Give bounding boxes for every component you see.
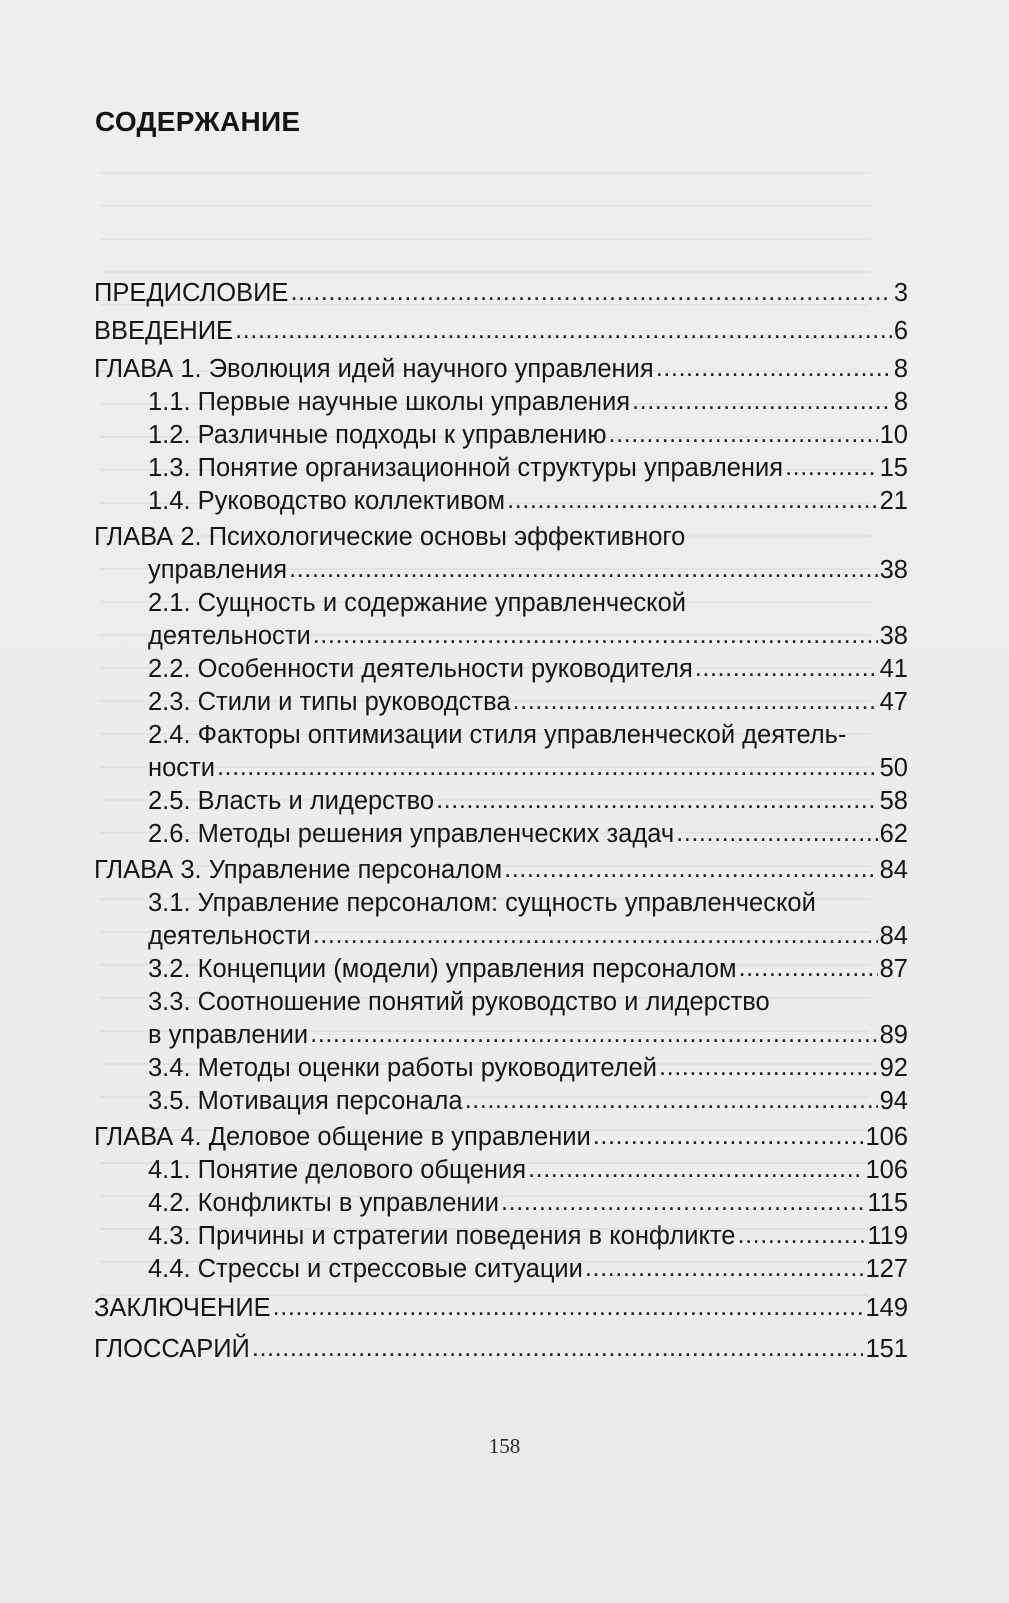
toc-entry-line (94, 521, 908, 554)
dot-leader (504, 853, 878, 886)
toc-entry-line (148, 719, 908, 752)
toc-entry-line (94, 277, 908, 310)
toc-section-entry (94, 686, 908, 719)
toc-page-number: 87 (879, 955, 908, 983)
dot-leader (313, 619, 878, 652)
toc-section-entry (94, 785, 908, 818)
toc-entry-title: 3.5. Мотивация персонала (148, 1087, 463, 1115)
toc-page-number: 151 (865, 1335, 908, 1363)
toc-section-entry (94, 818, 908, 851)
toc-chapter-entry (94, 315, 908, 348)
dot-leader (289, 553, 878, 586)
toc-page-number: 106 (865, 1156, 908, 1184)
dot-leader (310, 1018, 877, 1051)
toc-page-number: 6 (893, 317, 908, 345)
dot-leader (290, 276, 891, 309)
page-number: 158 (488, 1434, 521, 1458)
toc-entry-title: ЗАКЛЮЧЕНИЕ (94, 1294, 271, 1322)
toc-page-number: 94 (879, 1087, 908, 1115)
toc-chapter-entry (94, 1292, 908, 1325)
toc-entry-line (148, 1154, 908, 1187)
toc-entry-title: 4.1. Понятие делового общения (148, 1156, 527, 1184)
toc-entry-line (94, 554, 908, 587)
toc-entry-title: 3.3. Соотношение понятий руководство и лидерство (148, 988, 770, 1016)
toc-page-number: 41 (879, 655, 908, 683)
dot-leader (513, 685, 878, 718)
toc-entry-title: 3.4. Методы оценки работы руководителей (148, 1054, 658, 1082)
toc-section-entry (94, 1154, 908, 1187)
toc-section-entry (94, 1052, 908, 1085)
dot-leader (501, 1186, 865, 1219)
toc-entry-line (148, 920, 908, 953)
toc-page-number: 10 (879, 421, 908, 449)
toc-section-entry (94, 452, 908, 485)
toc-section-entry (94, 953, 908, 986)
toc-entry-title: 2.3. Стили и типы руководства (148, 688, 511, 716)
toc-entry-title: 4.3. Причины и стратегии поведения в конфликте (148, 1222, 736, 1250)
toc-entry-title: 2.1. Сущность и содержание управленческой (148, 589, 687, 617)
toc-page-number: 89 (879, 1021, 908, 1049)
toc-page-number: 38 (879, 556, 908, 584)
toc-page-number: 84 (879, 856, 908, 884)
toc-section-entry (94, 887, 908, 953)
toc-entry-title: ВВЕДЕНИЕ (94, 317, 234, 345)
toc-entry-title: 1.3. Понятие организационной структуры управления (148, 454, 784, 482)
toc-section-entry (94, 1085, 908, 1118)
toc-entry-line (94, 1292, 908, 1325)
toc-entry-title: 3.1. Управление персоналом: сущность управленческой (148, 889, 816, 917)
toc-page-number: 62 (879, 820, 908, 848)
toc-entry-title: деятельности (148, 922, 311, 950)
dot-leader (217, 751, 878, 784)
toc-chapter-entry (94, 353, 908, 386)
toc-entry-line (148, 1253, 908, 1286)
toc-section-entry (94, 1253, 908, 1286)
dot-leader (507, 484, 878, 517)
dot-leader (593, 1120, 864, 1153)
toc-entry-title: управления (148, 556, 288, 584)
toc-entry-title: 4.4. Стрессы и стрессовые ситуации (148, 1255, 583, 1283)
toc-page-number: 8 (893, 355, 908, 383)
toc-page-number: 106 (865, 1123, 908, 1151)
dot-leader (738, 952, 877, 985)
toc-chapter-entry (94, 1333, 908, 1366)
toc-page-number: 115 (867, 1189, 908, 1217)
toc-entry-line (148, 452, 908, 485)
toc-entry-title: 2.2. Особенности деятельности руководителя (148, 655, 693, 683)
toc-entry-line (94, 315, 908, 348)
dot-leader (656, 352, 892, 385)
toc-entry-line (148, 1019, 908, 1052)
dot-leader (676, 817, 877, 850)
toc-page-number: 127 (865, 1255, 908, 1283)
toc-page-number: 92 (879, 1054, 908, 1082)
toc-section-entry (94, 986, 908, 1052)
toc-section-entry (94, 386, 908, 419)
toc-page-number: 38 (879, 622, 908, 650)
toc-entry-line (148, 785, 908, 818)
toc-entry-title: ПРЕДИСЛОВИЕ (94, 279, 289, 307)
toc-page-number: 15 (879, 454, 908, 482)
dot-leader (659, 1051, 878, 1084)
toc-entry-line (148, 953, 908, 986)
toc-section-entry (94, 419, 908, 452)
toc-page-number: 149 (865, 1294, 908, 1322)
toc-entry-title: 4.2. Конфликты в управлении (148, 1189, 499, 1217)
dot-leader (585, 1252, 864, 1285)
toc-page-number: 50 (879, 754, 908, 782)
toc-page-number: 58 (879, 787, 908, 815)
toc-entry-title: ГЛАВА 3. Управление персоналом (94, 856, 503, 884)
toc-section-entry (94, 587, 908, 653)
toc-entry-title: 3.2. Концепции (модели) управления персоналом (148, 955, 737, 983)
toc-entry-line (148, 1187, 908, 1220)
toc-entry-line (148, 653, 908, 686)
toc-chapter-entry (94, 854, 908, 887)
dot-leader (695, 652, 878, 685)
toc-entry-line (148, 587, 908, 620)
page-title: СОДЕРЖАНИЕ (95, 106, 301, 137)
dot-leader (465, 1084, 878, 1117)
toc-entry-line (148, 1052, 908, 1085)
toc-entry-title: 1.1. Первые научные школы управления (148, 388, 631, 416)
toc-entry-title: в управлении (148, 1021, 309, 1049)
dot-leader (273, 1291, 864, 1324)
toc-entry-line (148, 818, 908, 851)
toc-page-number: 3 (893, 279, 908, 307)
toc-page-number: 47 (879, 688, 908, 716)
toc-entry-title: 2.4. Факторы оптимизации стиля управленческой деятель- (148, 721, 847, 749)
toc-section-entry (94, 1187, 908, 1220)
toc-entry-line (148, 986, 908, 1019)
toc-entry-title: ГЛОССАРИЙ (94, 1335, 250, 1363)
toc-page-number: 21 (879, 487, 908, 515)
dot-leader (313, 919, 878, 952)
toc-page-number: 119 (867, 1222, 908, 1250)
toc-entry-line (148, 419, 908, 452)
table-of-contents (94, 277, 908, 1366)
dot-leader (632, 385, 892, 418)
toc-entry-title: 1.4. Руководство коллективом (148, 487, 506, 515)
toc-entry-title: ности (148, 754, 215, 782)
toc-chapter-entry (94, 521, 908, 587)
toc-entry-line (148, 887, 908, 920)
toc-chapter-entry (94, 277, 908, 310)
toc-entry-line (148, 1220, 908, 1253)
toc-entry-line (94, 1333, 908, 1366)
toc-page-number: 8 (893, 388, 908, 416)
toc-section-entry (94, 485, 908, 518)
dot-leader (785, 451, 878, 484)
toc-section-entry (94, 1220, 908, 1253)
toc-entry-line (148, 620, 908, 653)
dot-leader (436, 784, 878, 817)
dot-leader (609, 418, 878, 451)
toc-entry-line (148, 1085, 908, 1118)
toc-section-entry (94, 653, 908, 686)
toc-entry-title: ГЛАВА 1. Эволюция идей научного управления (94, 355, 654, 383)
toc-chapter-entry (94, 1121, 908, 1154)
toc-entry-title: 1.2. Различные подходы к управлению (148, 421, 607, 449)
toc-entry-title: деятельности (148, 622, 311, 650)
toc-entry-title: 2.5. Власть и лидерство (148, 787, 435, 815)
toc-entry-line (94, 854, 908, 887)
dot-leader (528, 1153, 863, 1186)
toc-entry-title: ГЛАВА 2. Психологические основы эффективного (94, 523, 686, 551)
toc-entry-line (148, 752, 908, 785)
toc-entry-line (148, 686, 908, 719)
toc-page-number: 84 (879, 922, 908, 950)
dot-leader (737, 1219, 865, 1252)
toc-entry-line (94, 1121, 908, 1154)
toc-entry-line (94, 353, 908, 386)
toc-entry-line (148, 485, 908, 518)
toc-entry-title: ГЛАВА 4. Деловое общение в управлении (94, 1123, 591, 1151)
toc-entry-line (148, 386, 908, 419)
toc-section-entry (94, 719, 908, 785)
toc-entry-title: 2.6. Методы решения управленческих задач (148, 820, 675, 848)
dot-leader (235, 314, 892, 347)
dot-leader (252, 1332, 864, 1365)
